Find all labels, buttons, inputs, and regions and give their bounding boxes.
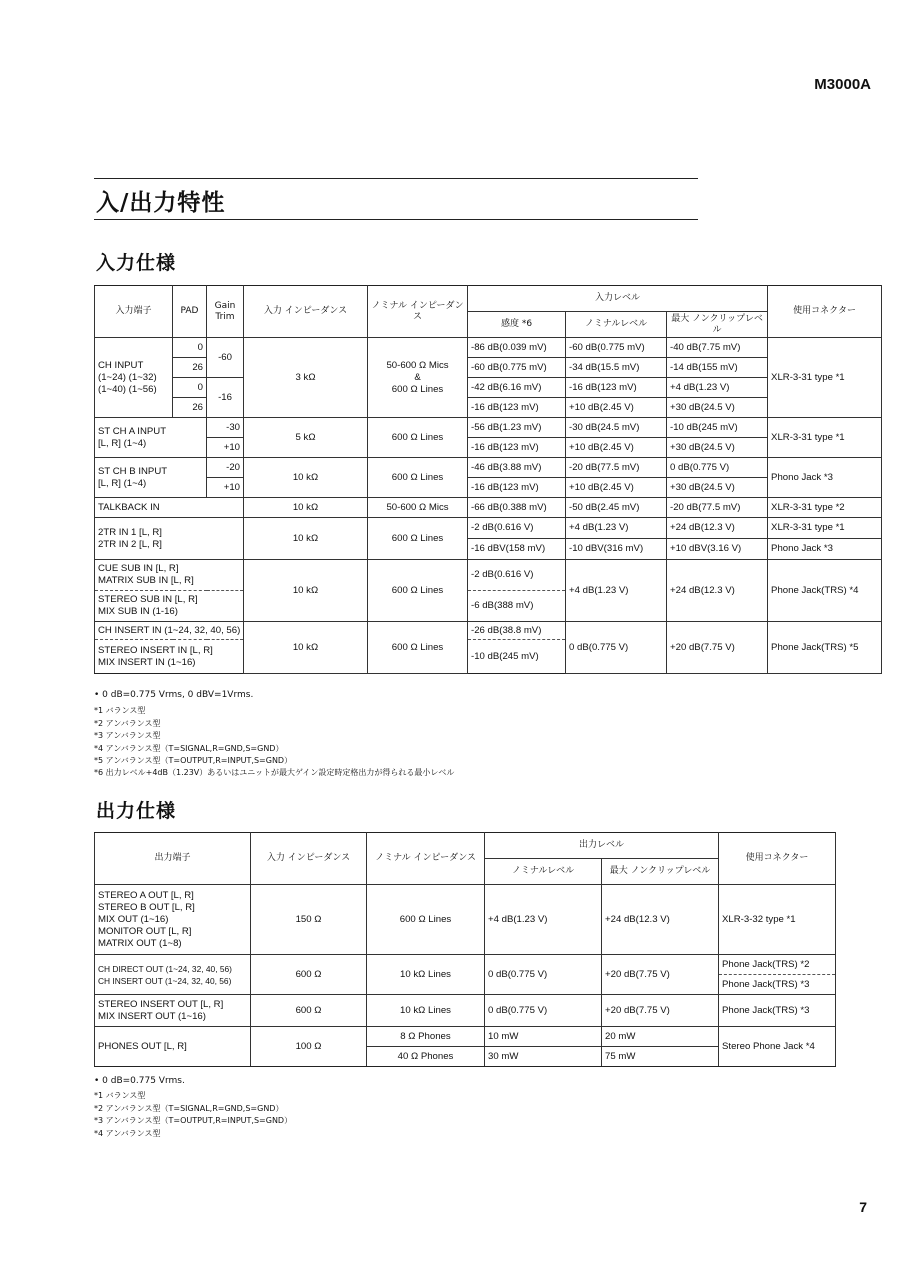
ch-gain-2: -16	[207, 378, 244, 418]
ch-nom-3: -16 dB(123 mV)	[566, 378, 667, 398]
output-note: *2 アンバランス型（T=SIGNAL,R=GND,S=GND）	[94, 1103, 284, 1113]
out-hdr-impedance: 入力 インピーダンス	[251, 833, 367, 885]
tr2-nominal: 600 Ω Lines	[368, 518, 468, 560]
insert-max: +20 dB(7.75 V)	[667, 622, 768, 674]
tr2-name: 2TR IN 1 [L, R] 2TR IN 2 [L, R]	[95, 518, 244, 560]
output-notes	[94, 1075, 292, 1140]
out-direct-nominal: 10 kΩ Lines	[367, 955, 485, 995]
ch-impedance: 3 kΩ	[244, 338, 368, 418]
input-note: *2 アンバランス型	[94, 718, 161, 728]
hdr-gain: Gain Trim	[207, 286, 244, 338]
out-stereo-connector: XLR-3-32 type *1	[719, 885, 836, 955]
st-b-gain-2: +10	[207, 478, 244, 498]
talkback-connector: XLR-3-31 type *2	[768, 498, 882, 518]
sub-connector: Phone Jack(TRS) *4	[768, 560, 882, 622]
ch-nominal: 50-600 Ω Mics & 600 Ω Lines	[368, 338, 468, 418]
insert-nominal: 600 Ω Lines	[368, 622, 468, 674]
out-phones-nom-1: 10 mW	[485, 1027, 602, 1047]
ch-input-name: CH INPUT (1~24) (1~32) (1~40) (1~56)	[95, 338, 173, 418]
st-a-connector: XLR-3-31 type *1	[768, 418, 882, 458]
ch-pad-2: 26	[173, 358, 207, 378]
insert-impedance: 10 kΩ	[244, 622, 368, 674]
out-phones-nominal-1: 8 Ω Phones	[367, 1027, 485, 1047]
tr2-sens-1: -2 dB(0.616 V)	[468, 518, 566, 539]
hdr-pad: PAD	[173, 286, 207, 338]
insert-name-a: CH INSERT IN (1~24, 32, 40, 56)	[95, 622, 244, 640]
ch-pad-1: 0	[173, 338, 207, 358]
input-note: *3 アンバランス型	[94, 731, 161, 741]
input-spec-title: 入力仕様	[96, 252, 177, 274]
st-b-nom-2: +10 dB(2.45 V)	[566, 478, 667, 498]
st-b-nominal: 600 Ω Lines	[368, 458, 468, 498]
talkback-name: TALKBACK IN	[95, 498, 244, 518]
tr2-sens-2: -16 dBV(158 mV)	[468, 539, 566, 560]
hdr-max: 最大 ノンクリップレベル	[667, 312, 768, 338]
st-b-name: ST CH B INPUT [L, R] (1~4)	[95, 458, 207, 498]
hdr-level: 入力レベル	[468, 286, 768, 312]
output-note: • 0 dB=0.775 Vrms.	[94, 1076, 185, 1086]
out-insert-name: STEREO INSERT OUT [L, R] MIX INSERT OUT (1~16)	[95, 995, 251, 1027]
sub-nominal: 600 Ω Lines	[368, 560, 468, 622]
out-stereo-name: STEREO A OUT [L, R] STEREO B OUT [L, R] MIX OUT (1~16) MONITOR OUT [L, R] MATRIX OUT (1~8)	[95, 885, 251, 955]
st-a-nominal: 600 Ω Lines	[368, 418, 468, 458]
ch-sens-2: -60 dB(0.775 mV)	[468, 358, 566, 378]
out-phones-nominal-2: 40 Ω Phones	[367, 1047, 485, 1067]
insert-sens-2: -10 dB(245 mV)	[468, 640, 566, 674]
out-phones-max-1: 20 mW	[602, 1027, 719, 1047]
talkback-impedance: 10 kΩ	[244, 498, 368, 518]
st-b-connector: Phono Jack *3	[768, 458, 882, 498]
insert-nom: 0 dB(0.775 V)	[566, 622, 667, 674]
out-phones-max-2: 75 mW	[602, 1047, 719, 1067]
out-stereo-impedance: 150 Ω	[251, 885, 367, 955]
ch-pad-3: 0	[173, 378, 207, 398]
ch-max-2: -14 dB(155 mV)	[667, 358, 768, 378]
st-a-sens-2: -16 dB(123 mV)	[468, 438, 566, 458]
st-a-max-1: -10 dB(245 mV)	[667, 418, 768, 438]
st-a-nom-1: -30 dB(24.5 mV)	[566, 418, 667, 438]
out-insert-nominal: 10 kΩ Lines	[367, 995, 485, 1027]
hdr-impedance: 入力 インピーダンス	[244, 286, 368, 338]
hdr-terminal: 入力端子	[95, 286, 173, 338]
ch-sens-1: -86 dB(0.039 mV)	[468, 338, 566, 358]
hdr-nominal-level: ノミナルレベル	[566, 312, 667, 338]
insert-sens-1: -26 dB(38.8 mV)	[468, 622, 566, 640]
ch-max-4: +30 dB(24.5 V)	[667, 398, 768, 418]
out-hdr-connector: 使用コネクター	[719, 833, 836, 885]
st-b-sens-2: -16 dB(123 mV)	[468, 478, 566, 498]
out-direct-connector-1: Phone Jack(TRS) *2	[719, 955, 836, 975]
output-spec-title: 出力仕様	[96, 800, 177, 822]
st-a-sens-1: -56 dB(1.23 mV)	[468, 418, 566, 438]
title-rule-bottom	[94, 219, 698, 220]
sub-sens-1: -2 dB(0.616 V)	[468, 560, 566, 591]
out-insert-impedance: 600 Ω	[251, 995, 367, 1027]
out-insert-connector: Phone Jack(TRS) *3	[719, 995, 836, 1027]
ch-nom-1: -60 dB(0.775 mV)	[566, 338, 667, 358]
ch-sens-4: -16 dB(123 mV)	[468, 398, 566, 418]
sub-nom: +4 dB(1.23 V)	[566, 560, 667, 622]
st-b-max-1: 0 dB(0.775 V)	[667, 458, 768, 478]
hdr-nominal-impedance: ノミナル インピーダンス	[368, 286, 468, 338]
out-phones-connector: Stereo Phone Jack *4	[719, 1027, 836, 1067]
st-a-nom-2: +10 dB(2.45 V)	[566, 438, 667, 458]
st-b-gain-1: -20	[207, 458, 244, 478]
out-direct-name: CH DIRECT OUT (1~24, 32, 40, 56) CH INSERT OUT (1~24, 32, 40, 56)	[95, 955, 251, 995]
out-hdr-nominal-impedance: ノミナル インピーダンス	[367, 833, 485, 885]
out-stereo-nominal: 600 Ω Lines	[367, 885, 485, 955]
ch-max-3: +4 dB(1.23 V)	[667, 378, 768, 398]
sub-sens-2: -6 dB(388 mV)	[468, 591, 566, 622]
output-note: *1 バランス型	[94, 1091, 146, 1101]
out-insert-max: +20 dB(7.75 V)	[602, 995, 719, 1027]
out-hdr-max: 最大 ノンクリップレベル	[602, 859, 719, 885]
hdr-sensitivity: 感度 *6	[468, 312, 566, 338]
insert-name-b: STEREO INSERT IN [L, R] MIX INSERT IN (1~16)	[95, 640, 244, 674]
output-note: *4 アンバランス型	[94, 1128, 161, 1138]
out-direct-max: +20 dB(7.75 V)	[602, 955, 719, 995]
ch-sens-3: -42 dB(6.16 mV)	[468, 378, 566, 398]
insert-connector: Phone Jack(TRS) *5	[768, 622, 882, 674]
out-direct-impedance: 600 Ω	[251, 955, 367, 995]
talkback-nominal: 50-600 Ω Mics	[368, 498, 468, 518]
input-notes	[94, 689, 454, 780]
st-b-max-2: +30 dB(24.5 V)	[667, 478, 768, 498]
out-stereo-max: +24 dB(12.3 V)	[602, 885, 719, 955]
section-title: 入/出力特性	[96, 190, 226, 216]
sub-max: +24 dB(12.3 V)	[667, 560, 768, 622]
input-note: *6 出力レベル+4dB（1.23V）あるいはユニットが最大ゲイン設定時定格出力が得られる最小レベル	[94, 768, 455, 778]
output-spec-table	[94, 832, 836, 1067]
sub-name-a: CUE SUB IN [L, R] MATRIX SUB IN [L, R]	[95, 560, 244, 591]
st-a-name: ST CH A INPUT [L, R] (1~4)	[95, 418, 207, 458]
st-a-impedance: 5 kΩ	[244, 418, 368, 458]
tr2-max-1: +24 dB(12.3 V)	[667, 518, 768, 539]
st-a-gain-2: +10	[207, 438, 244, 458]
st-a-gain-1: -30	[207, 418, 244, 438]
tr2-connector-1: XLR-3-31 type *1	[768, 518, 882, 539]
out-phones-impedance: 100 Ω	[251, 1027, 367, 1067]
hdr-connector: 使用コネクター	[768, 286, 882, 338]
input-spec-table	[94, 285, 882, 674]
talkback-nom: -50 dB(2.45 mV)	[566, 498, 667, 518]
talkback-max: -20 dB(77.5 mV)	[667, 498, 768, 518]
ch-pad-4: 26	[173, 398, 207, 418]
out-direct-nom: 0 dB(0.775 V)	[485, 955, 602, 995]
st-b-sens-1: -46 dB(3.88 mV)	[468, 458, 566, 478]
out-insert-nom: 0 dB(0.775 V)	[485, 995, 602, 1027]
talkback-sens: -66 dB(0.388 mV)	[468, 498, 566, 518]
out-stereo-nom: +4 dB(1.23 V)	[485, 885, 602, 955]
out-hdr-terminal: 出力端子	[95, 833, 251, 885]
ch-nom-2: -34 dB(15.5 mV)	[566, 358, 667, 378]
st-a-max-2: +30 dB(24.5 V)	[667, 438, 768, 458]
page-number: 7	[859, 1199, 867, 1215]
tr2-nom-1: +4 dB(1.23 V)	[566, 518, 667, 539]
sub-impedance: 10 kΩ	[244, 560, 368, 622]
st-b-impedance: 10 kΩ	[244, 458, 368, 498]
input-note: *4 アンバランス型（T=SIGNAL,R=GND,S=GND）	[94, 743, 284, 753]
input-note: *5 アンバランス型（T=OUTPUT,R=INPUT,S=GND）	[94, 756, 293, 766]
model-name: M3000A	[814, 76, 871, 93]
tr2-nom-2: -10 dBV(316 mV)	[566, 539, 667, 560]
title-rule-top	[94, 178, 698, 179]
out-phones-name: PHONES OUT [L, R]	[95, 1027, 251, 1067]
out-phones-nom-2: 30 mW	[485, 1047, 602, 1067]
tr2-max-2: +10 dBV(3.16 V)	[667, 539, 768, 560]
ch-max-1: -40 dB(7.75 mV)	[667, 338, 768, 358]
ch-connector: XLR-3-31 type *1	[768, 338, 882, 418]
output-note: *3 アンバランス型（T=OUTPUT,R=INPUT,S=GND）	[94, 1116, 293, 1126]
tr2-impedance: 10 kΩ	[244, 518, 368, 560]
input-note: *1 バランス型	[94, 706, 146, 716]
ch-gain-1: -60	[207, 338, 244, 378]
input-note: • 0 dB=0.775 Vrms, 0 dBV=1Vrms.	[94, 690, 254, 700]
sub-name-b: STEREO SUB IN [L, R] MIX SUB IN (1-16)	[95, 591, 244, 622]
out-direct-connector-2: Phone Jack(TRS) *3	[719, 975, 836, 995]
out-hdr-nominal-level: ノミナルレベル	[485, 859, 602, 885]
ch-nom-4: +10 dB(2.45 V)	[566, 398, 667, 418]
st-b-nom-1: -20 dB(77.5 mV)	[566, 458, 667, 478]
tr2-connector-2: Phono Jack *3	[768, 539, 882, 560]
out-hdr-level: 出力レベル	[485, 833, 719, 859]
